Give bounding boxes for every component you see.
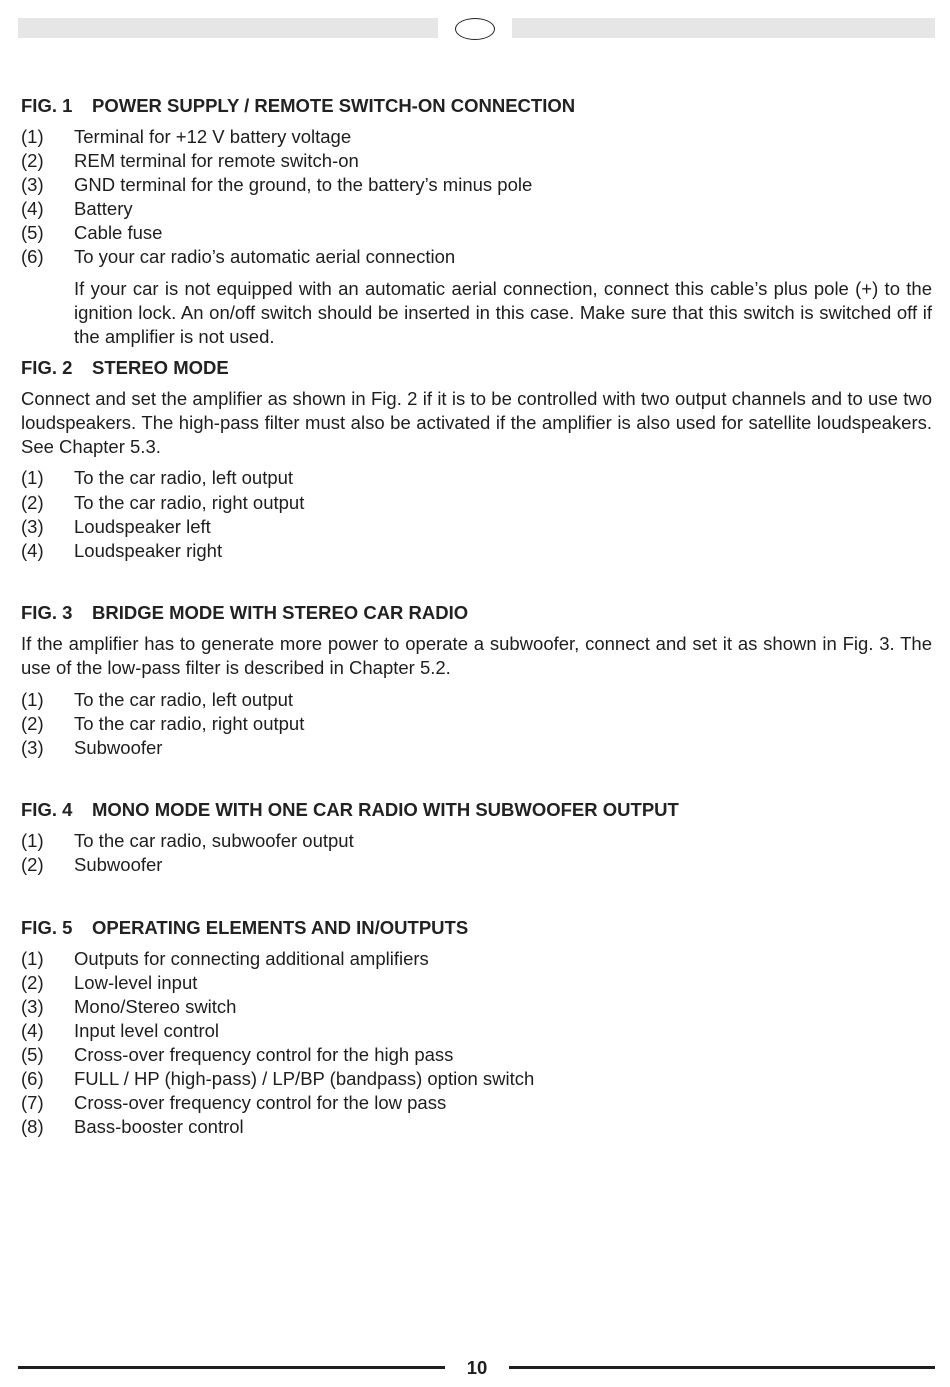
item-text: Bass-booster control — [74, 1116, 244, 1137]
item-text: To the car radio, left output — [74, 689, 294, 710]
list-item — [21, 1115, 244, 1139]
item-text: Terminal for +12 V battery voltage — [74, 126, 352, 147]
item-text: To the car radio, right output — [74, 713, 305, 734]
item-number: (1) — [21, 126, 44, 147]
item-number: (8) — [21, 1116, 44, 1137]
item-number: (5) — [21, 1044, 44, 1065]
item-number: (4) — [21, 540, 44, 561]
fig-label: FIG. 5 — [21, 917, 73, 938]
fig-label: FIG. 1 — [21, 95, 73, 116]
item-text: REM terminal for remote switch-on — [74, 150, 359, 171]
list-item — [21, 539, 222, 563]
item-text: Loudspeaker right — [74, 540, 223, 561]
section-heading-fig4 — [21, 799, 679, 821]
header-bar-left — [18, 18, 438, 38]
item-text: Cross-over frequency control for the high pass — [74, 1044, 454, 1065]
item-text: Cross-over frequency control for the low pass — [74, 1092, 447, 1113]
footer-rule-right — [509, 1366, 935, 1369]
list-item — [21, 1091, 446, 1115]
list-item — [21, 995, 236, 1019]
item-text: Low-level input — [74, 972, 198, 993]
section-heading-fig2 — [21, 357, 229, 379]
footer-rule-left — [18, 1366, 445, 1369]
section-heading-fig3 — [21, 602, 468, 624]
section-intro: If the amplifier has to generate more power to operate a subwoofer, connect and set it as shown in Fig. 3. The use of the low-pass filter is described in Chapter 5.2. — [21, 633, 932, 678]
item-number: (1) — [21, 830, 44, 851]
item-number: (5) — [21, 222, 44, 243]
item-number: (1) — [21, 467, 44, 488]
item-number: (2) — [21, 713, 44, 734]
item-text: Cable fuse — [74, 222, 163, 243]
list-item — [21, 197, 133, 221]
list-item — [21, 1019, 219, 1043]
page-number: 10 — [466, 1357, 488, 1378]
list-item — [21, 712, 304, 736]
section-title: BRIDGE MODE WITH STEREO CAR RADIO — [92, 602, 469, 623]
list-item — [21, 829, 354, 853]
fig-label: FIG. 3 — [21, 602, 73, 623]
item-number: (3) — [21, 996, 44, 1017]
item-text: Subwoofer — [74, 854, 163, 875]
section-intro: Connect and set the amplifier as shown in Fig. 2 if it is to be controlled with two output channels and to use two loudspeakers. The high-pass filter must also be activated if the amplifier is also used for satellite loudspeakers. See Chapter 5.3. — [21, 388, 932, 457]
item-text: To the car radio, left output — [74, 467, 294, 488]
item-number: (2) — [21, 492, 44, 513]
list-item — [21, 688, 293, 712]
list-item — [21, 245, 455, 269]
section-heading-fig1 — [21, 95, 575, 117]
item-text: GND terminal for the ground, to the battery’s minus pole — [74, 174, 533, 195]
item-number: (1) — [21, 948, 44, 969]
item-number: (1) — [21, 689, 44, 710]
item-number: (4) — [21, 198, 44, 219]
item-number: (3) — [21, 174, 44, 195]
section-title: OPERATING ELEMENTS AND IN/OUTPUTS — [92, 917, 469, 938]
language-badge-icon — [455, 18, 495, 40]
item-text: Subwoofer — [74, 737, 163, 758]
item-text: Loudspeaker left — [74, 516, 211, 537]
item-text: To the car radio, right output — [74, 492, 305, 513]
item-number: (4) — [21, 1020, 44, 1041]
list-item — [21, 173, 532, 197]
list-item — [21, 466, 293, 490]
item-text: Input level control — [74, 1020, 220, 1041]
item-number: (6) — [21, 1068, 44, 1089]
fig-label: FIG. 4 — [21, 799, 73, 820]
section-heading-fig5 — [21, 917, 468, 939]
list-item — [21, 515, 211, 539]
item-text: Mono/Stereo switch — [74, 996, 237, 1017]
list-item — [21, 221, 162, 245]
item-number: (2) — [21, 854, 44, 875]
item-text: FULL / HP (high-pass) / LP/BP (bandpass) option switch — [74, 1068, 535, 1089]
list-item — [21, 971, 197, 995]
section-title: POWER SUPPLY / REMOTE SWITCH-ON CONNECTION — [92, 95, 576, 116]
item-number: (3) — [21, 737, 44, 758]
list-item — [21, 491, 304, 515]
header-bar-right — [512, 18, 935, 38]
item-text: Battery — [74, 198, 133, 219]
item-number: (2) — [21, 150, 44, 171]
section-title: MONO MODE WITH ONE CAR RADIO WITH SUBWOOFER OUTPUT — [92, 799, 679, 820]
section-title: STEREO MODE — [92, 357, 229, 378]
item-number: (3) — [21, 516, 44, 537]
list-item — [21, 1067, 534, 1091]
item-number: (6) — [21, 246, 44, 267]
item-text: To your car radio’s automatic aerial connection — [74, 246, 456, 267]
item-number: (2) — [21, 972, 44, 993]
item-text: Outputs for connecting additional amplifiers — [74, 948, 429, 969]
item-text: To the car radio, subwoofer output — [74, 830, 354, 851]
list-item — [21, 125, 351, 149]
list-item — [21, 853, 162, 877]
fig-label: FIG. 2 — [21, 357, 73, 378]
list-item — [21, 149, 359, 173]
list-item — [21, 947, 429, 971]
list-item — [21, 1043, 453, 1067]
item-number: (7) — [21, 1092, 44, 1113]
section-note: If your car is not equipped with an automatic aerial connection, connect this cable’s plus pole (+) to the ignition lock. An on/off switch should be inserted in this case. Make sure that this switch is switched off if the amplifier is not used. — [74, 278, 932, 347]
list-item — [21, 736, 162, 760]
